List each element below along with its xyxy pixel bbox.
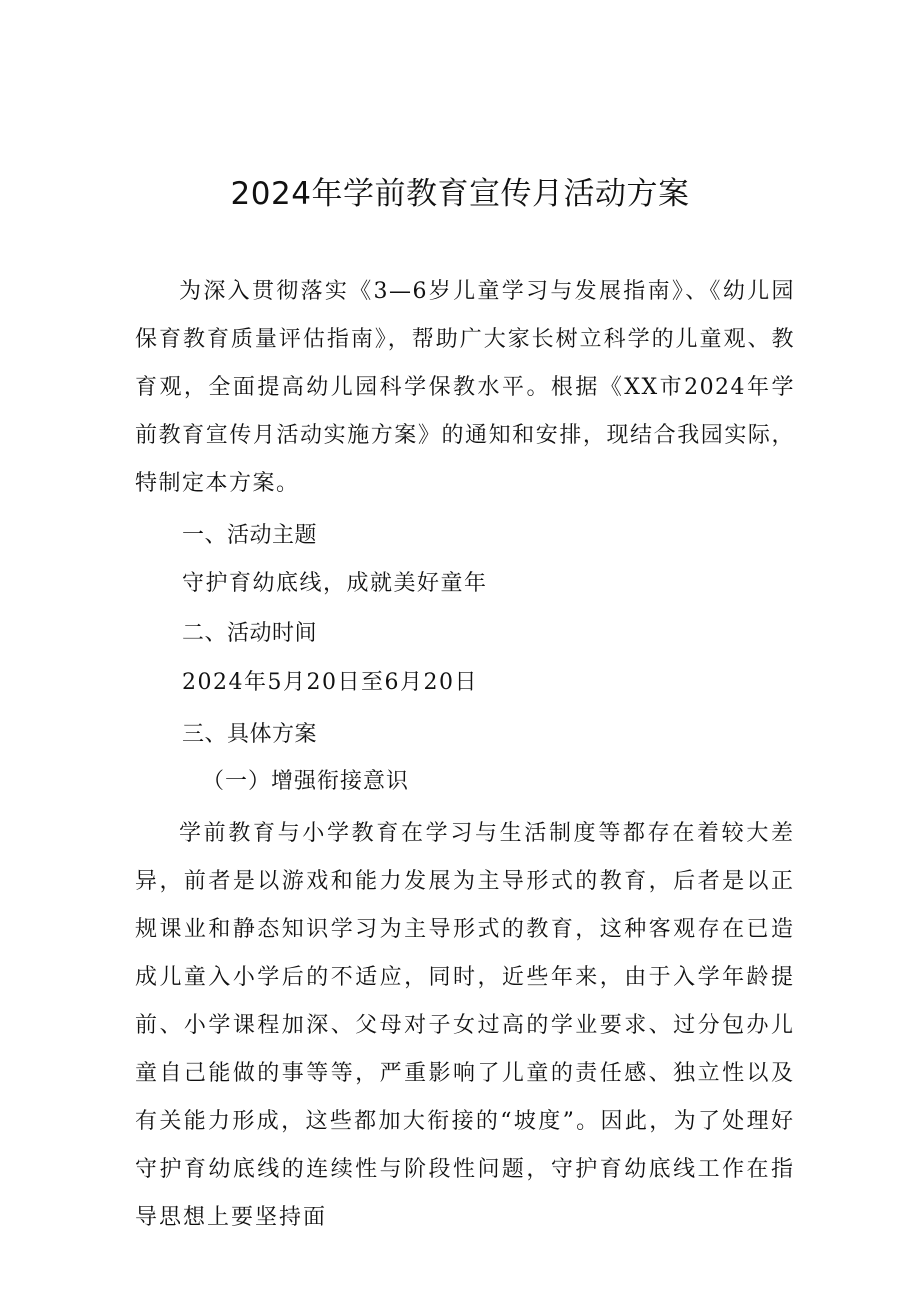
time-content: 2024年5月20日至6月20日	[182, 670, 478, 695]
subheading-transition-awareness: （一）增强衔接意识	[202, 769, 410, 794]
intro-paragraph: 为深入贯彻落实《3—6岁儿童学习与发展指南》、《幼儿园保育教育质量评估指南》，帮助广大家长树立科学的儿童观、教育观，全面提高幼儿园科学保教水平。根据《XX市2024年学前教育宣传月活动实施方案》的通知和安排，现结合我园实际，特制定本方案。	[135, 279, 795, 496]
section-heading-plan: 三、具体方案	[182, 722, 318, 747]
document-title: 2024年学前教育宣传月活动方案	[230, 176, 690, 212]
section-heading-time: 二、活动时间	[182, 621, 318, 646]
plan-paragraph: 学前教育与小学教育在学习与生活制度等都存在着较大差异，前者是以游戏和能力发展为主导形式的教育，后者是以正规课业和静态知识学习为主导形式的教育，这种客观存在已造成儿童入小学后的不适应，同时，近些年来，由于入学年龄提前、小学课程加深、父母对子女过高的学业要求、过分包办儿童自己能做的事等等，严重影响了儿童的责任感、独立性以及有关能力形成，这些都加大衔接的“坡度”。因此，为了处理好守护育幼底线的连续性与阶段性问题，守护育幼底线工作在指导思想上要坚持面	[135, 821, 795, 1230]
theme-content: 守护育幼底线，成就美好童年	[182, 571, 488, 596]
section-heading-theme: 一、活动主题	[182, 523, 318, 548]
